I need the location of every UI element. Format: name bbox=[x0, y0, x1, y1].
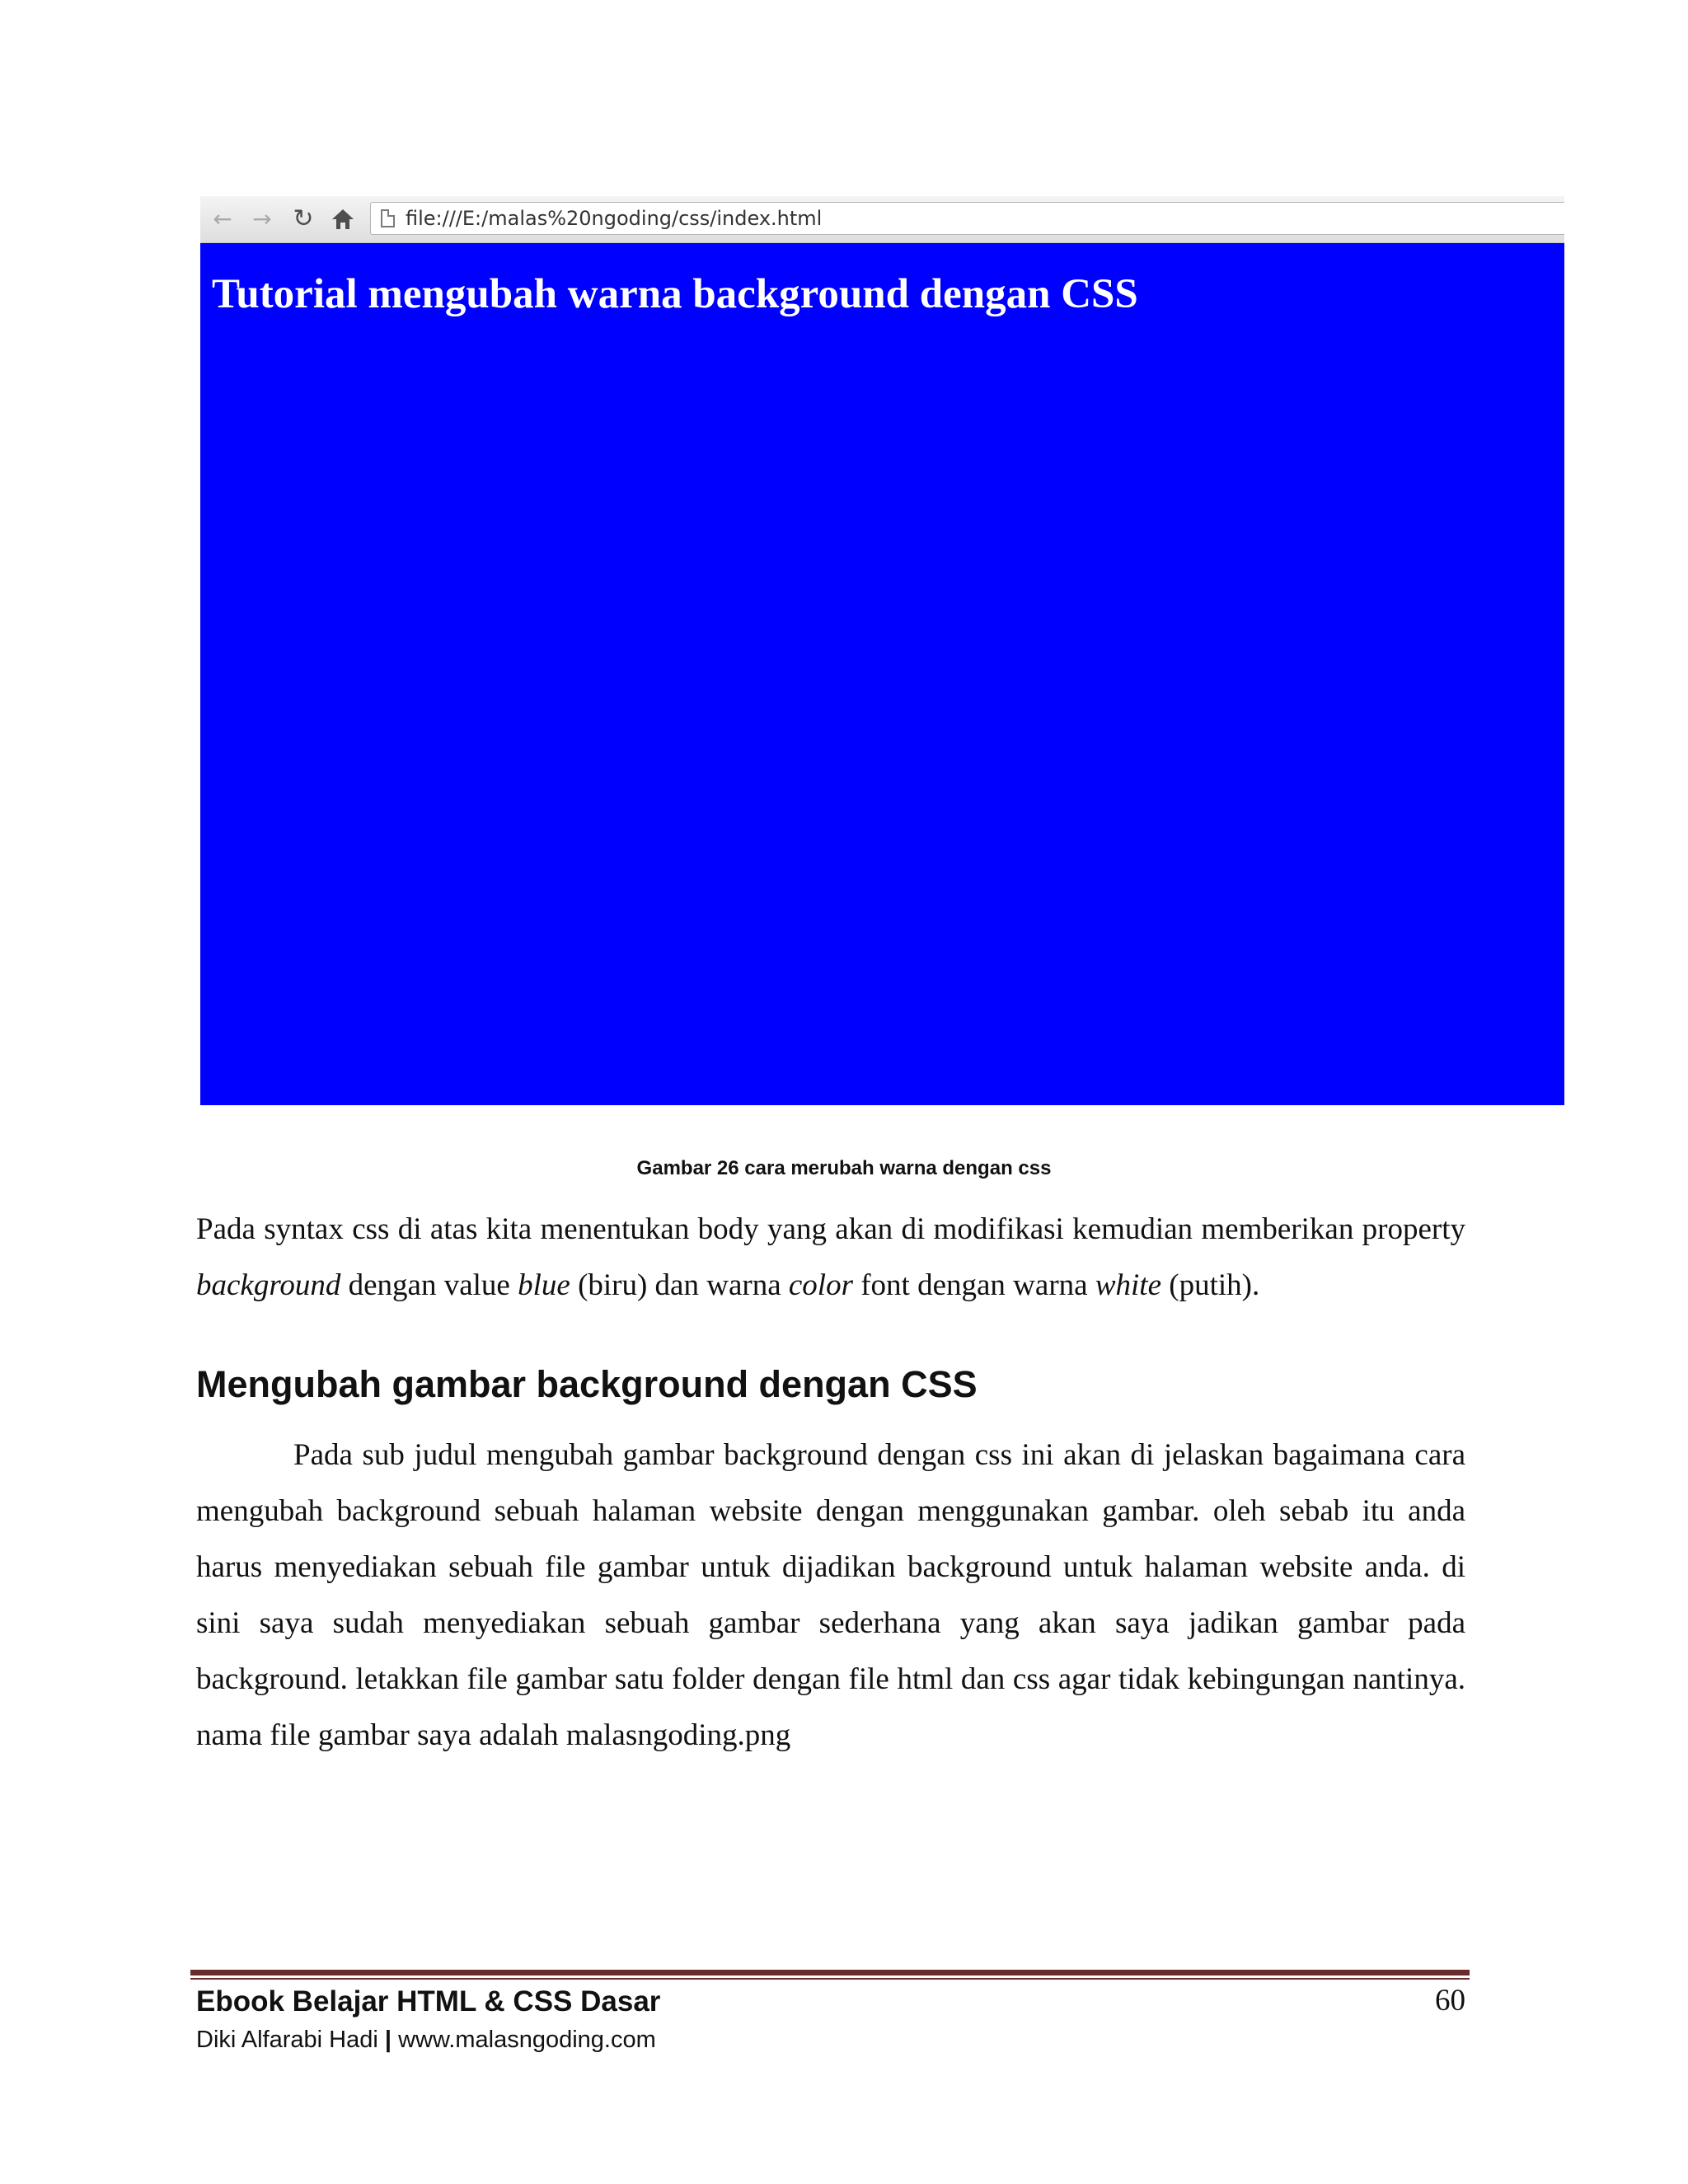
term-background: background bbox=[196, 1268, 341, 1302]
address-bar[interactable] bbox=[370, 202, 1564, 235]
forward-arrow-icon[interactable]: → bbox=[252, 205, 272, 232]
browser-viewport bbox=[200, 243, 1564, 1105]
term-white: white bbox=[1095, 1268, 1161, 1302]
back-arrow-icon[interactable]: ← bbox=[213, 205, 232, 232]
footer-author-line bbox=[196, 2024, 656, 2055]
paragraph-text: (biru) dan warna bbox=[570, 1268, 789, 1302]
home-icon[interactable] bbox=[327, 204, 359, 234]
browser-toolbar bbox=[200, 196, 1564, 243]
browser-screenshot-figure bbox=[200, 196, 1564, 1105]
page-icon bbox=[381, 209, 395, 227]
footer-rule-thin bbox=[190, 1978, 1470, 1980]
footer-author: Diki Alfarabi Hadi bbox=[196, 2027, 378, 2053]
footer-title: Ebook Belajar HTML & CSS Dasar bbox=[196, 1985, 661, 2018]
footer-website[interactable]: www.malasngoding.com bbox=[398, 2027, 656, 2053]
figure-caption: Gambar 26 cara merubah warna dengan css bbox=[636, 1157, 1052, 1179]
paragraph-text: (putih). bbox=[1161, 1268, 1260, 1302]
url-text[interactable]: file:///E:/malas%20ngoding/css/index.html bbox=[406, 207, 823, 230]
term-color: color bbox=[788, 1268, 853, 1302]
paragraph-text: dengan value bbox=[340, 1268, 518, 1302]
viewport-heading: Tutorial mengubah warna background dengan CSS bbox=[212, 271, 1138, 317]
section-paragraph: Pada sub judul mengubah gambar background dengan css ini akan di jelaskan bagaimana cara mengubah background sebuah halaman website dengan menggunakan gambar. oleh sebab itu anda harus menyediakan sebuah file gambar untuk dijadikan background untuk halaman website anda. di sini saya sudah menyediakan sebuah gambar sederhana yang akan saya jadikan gambar pada background. letakkan file gambar satu folder dengan file html dan css agar tidak kebingungan nantinya. nama file gambar saya adalah malasngoding.png bbox=[196, 1438, 1465, 1752]
page-number: 60 bbox=[1435, 1984, 1465, 2018]
footer-rule bbox=[190, 1970, 1470, 1975]
paragraph-background-explanation bbox=[196, 1202, 1465, 1314]
term-blue: blue bbox=[518, 1268, 570, 1302]
paragraph-text: font dengan warna bbox=[852, 1268, 1095, 1302]
footer-separator: | bbox=[384, 2027, 392, 2053]
section-heading: Mengubah gambar background dengan CSS bbox=[196, 1363, 978, 1405]
reload-icon[interactable]: ↻ bbox=[293, 204, 314, 233]
paragraph-text: Pada syntax css di atas kita menentukan body yang akan di modifikasi kemudian memberikan property bbox=[196, 1212, 1465, 1246]
